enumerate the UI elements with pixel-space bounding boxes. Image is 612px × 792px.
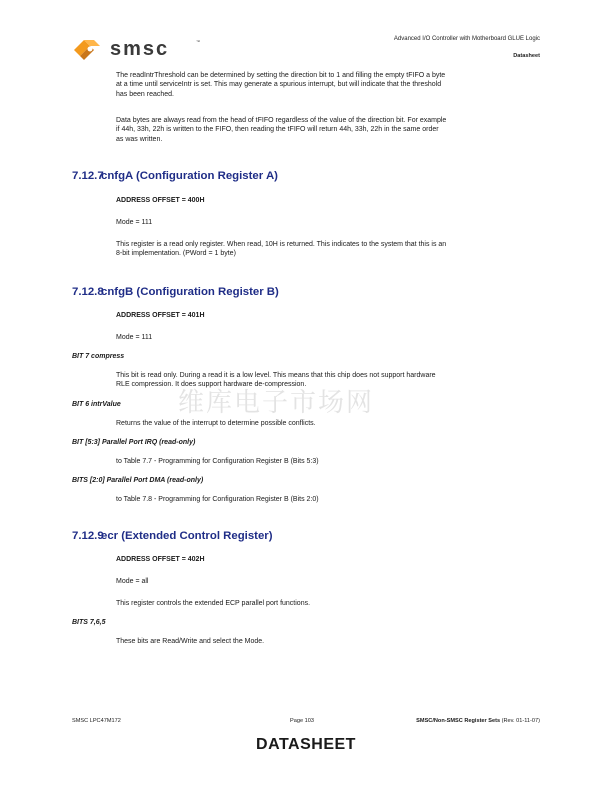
address-offset-400h: ADDRESS OFFSET = 400H xyxy=(116,197,205,204)
intro-paragraph-1: The readIntrThreshold can be determined by setting the direction bit to 1 and filling the empty tFIFO a byte at a time until serviceIntr is set. This may generate a spurious interrupt, but will indicate that the threshold has been reached. xyxy=(116,72,446,98)
section-heading-cnfga: 7.12.7cnfgA (Configuration Register A) xyxy=(72,170,278,182)
cnfga-description: This register is a read only register. When read, 10H is returned. This indicates to the system that this is an 8-bit implementation. (PWord = 1 byte) xyxy=(116,241,447,258)
svg-text:™: ™ xyxy=(196,39,200,44)
section-heading-ecr: 7.12.9ecr (Extended Control Register) xyxy=(72,530,273,542)
bit-label: BIT 7 compress xyxy=(72,353,125,360)
footer-page-number: Page 103 xyxy=(290,718,314,724)
bit-description: This bit is read only. During a read it is a low level. This means that this chip does not support hardware RLE compression. It does support hardware de-compression. xyxy=(116,372,436,389)
doc-type: Datasheet xyxy=(513,53,540,59)
mode-line: Mode = 111 xyxy=(116,219,153,226)
bit-label: BIT [5:3] Parallel Port IRQ (read-only) xyxy=(72,439,196,446)
bit-description: These bits are Read/Write and select the Mode. xyxy=(116,638,265,645)
mode-line: Mode = 111 xyxy=(116,334,153,341)
ecr-description: This register controls the extended ECP parallel port functions. xyxy=(116,600,311,607)
bit-label: BIT 6 intrValue xyxy=(72,401,121,408)
smsc-logo-text: SMSC xyxy=(110,38,170,60)
address-offset-401h: ADDRESS OFFSET = 401H xyxy=(116,312,205,319)
smsc-logo xyxy=(70,36,210,60)
footer-part-number: SMSC LPC47M172 xyxy=(72,718,121,724)
address-offset-402h: ADDRESS OFFSET = 402H xyxy=(116,556,205,563)
bit-label: BITS 7,6,5 xyxy=(72,619,106,626)
watermark: 维库电子市场网 xyxy=(178,388,375,418)
mode-line: Mode = all xyxy=(116,578,149,585)
doc-title: Advanced I/O Controller with Motherboard GLUE Logic xyxy=(393,36,540,42)
bit-description: Returns the value of the interrupt to determine possible conflicts. xyxy=(116,420,316,427)
bit-description: to Table 7.7 - Programming for Configuration Register B (Bits 5:3) xyxy=(116,458,319,465)
footer-section-info: SMSC/Non-SMSC Register Sets (Rev. 01-11-07) xyxy=(416,718,540,724)
datasheet-banner: DATASHEET xyxy=(256,736,356,753)
bit-label: BITS [2:0] Parallel Port DMA (read-only) xyxy=(72,477,204,484)
smsc-logo-mark-icon xyxy=(74,40,100,60)
bit-description: to Table 7.8 - Programming for Configuration Register B (Bits 2:0) xyxy=(116,496,319,503)
section-heading-cnfgb: 7.12.8cnfgB (Configuration Register B) xyxy=(72,286,279,298)
intro-paragraph-2: Data bytes are always read from the head of tFIFO regardless of the value of the direction bit. For example if 44h, 33h, 22h is written to the FIFO, then reading the tFIFO will return 44h, 33h, 22h in the same order as was written. xyxy=(116,117,447,143)
